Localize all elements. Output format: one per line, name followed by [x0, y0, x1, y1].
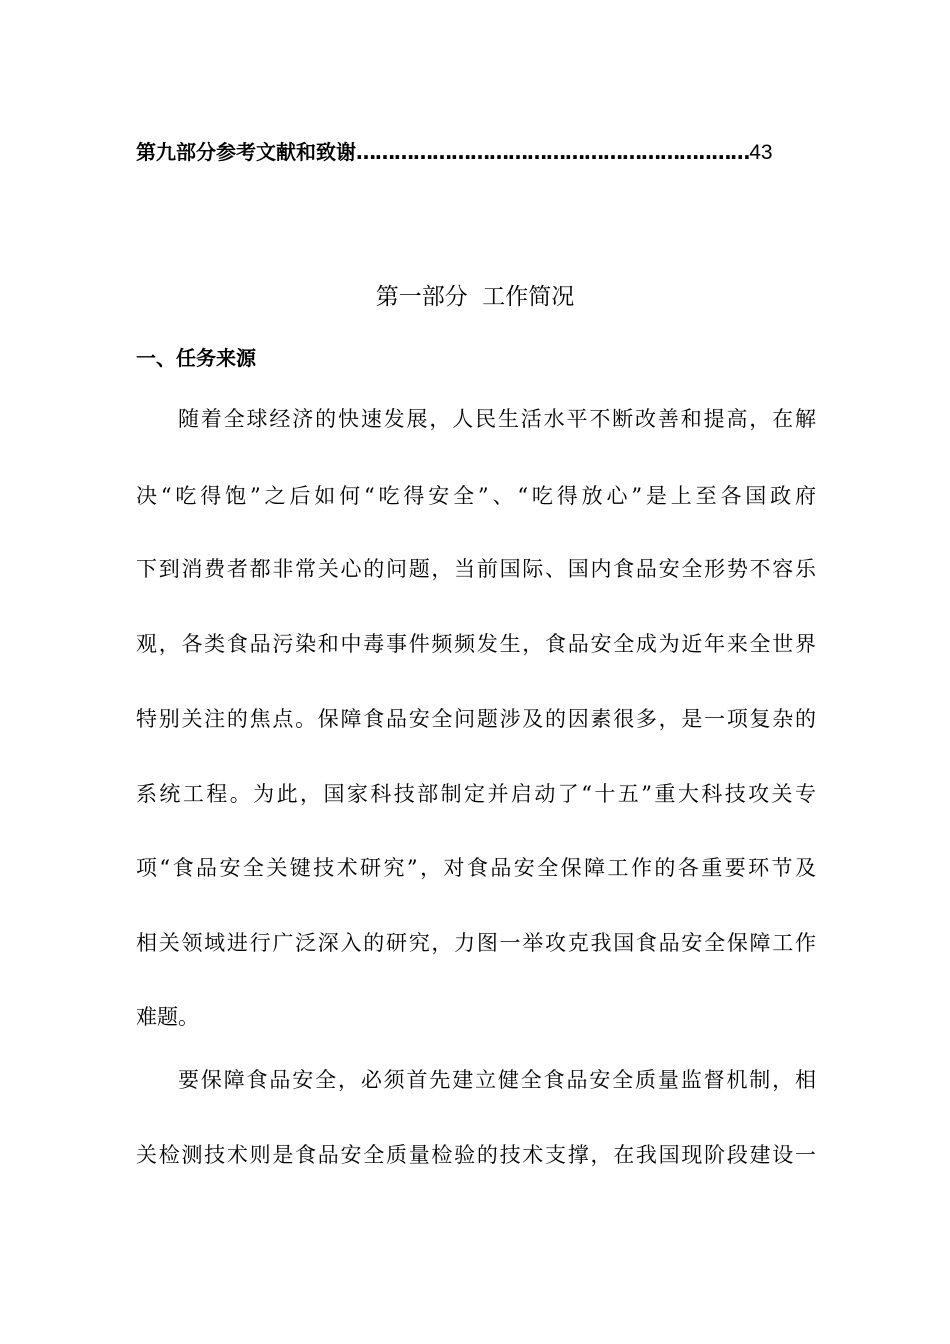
paragraph-line: 系统工程。为此，国家科技部制定并启动了“十五”重大科技攻关专 — [136, 782, 816, 806]
paragraph-line: 下到消费者都非常关心的问题，当前国际、国内食品安全形势不容乐 — [136, 557, 816, 581]
toc-page-number: 43 — [749, 141, 773, 164]
toc-entry[interactable] — [136, 136, 816, 168]
paragraph-line: 项“食品安全关键技术研究”，对食品安全保障工作的各重要环节及 — [136, 856, 816, 880]
toc-leader-dots: ………………………………………………..…… — [356, 140, 750, 164]
paragraph-line: 决“吃得饱”之后如何“吃得安全”、“吃得放心”是上至各国政府 — [136, 484, 816, 508]
section-heading: 一、任务来源 — [136, 346, 256, 370]
paragraph-line: 随着全球经济的快速发展，人民生活水平不断改善和提高，在解 — [178, 407, 816, 431]
paragraph-line: 相关领域进行广泛深入的研究，力图一举攻克我国食品安全保障工作 — [136, 931, 816, 955]
part-title: 第一部分 工作简况 — [375, 284, 575, 310]
paragraph-line: 关检测技术则是食品安全质量检验的技术支撑，在我国现阶段建设一 — [136, 1143, 816, 1167]
paragraph-line: 要保障食品安全，必须首先建立健全食品安全质量监督机制，相 — [178, 1068, 816, 1092]
paragraph-line: 难题。 — [136, 1005, 199, 1029]
toc-entry-title: 第九部分参考文献和致谢 — [136, 140, 356, 164]
paragraph-line: 观，各类食品污染和中毒事件频频发生，食品安全成为近年来全世界 — [136, 632, 816, 656]
paragraph-line: 特别关注的焦点。保障食品安全问题涉及的因素很多，是一项复杂的 — [136, 707, 816, 731]
